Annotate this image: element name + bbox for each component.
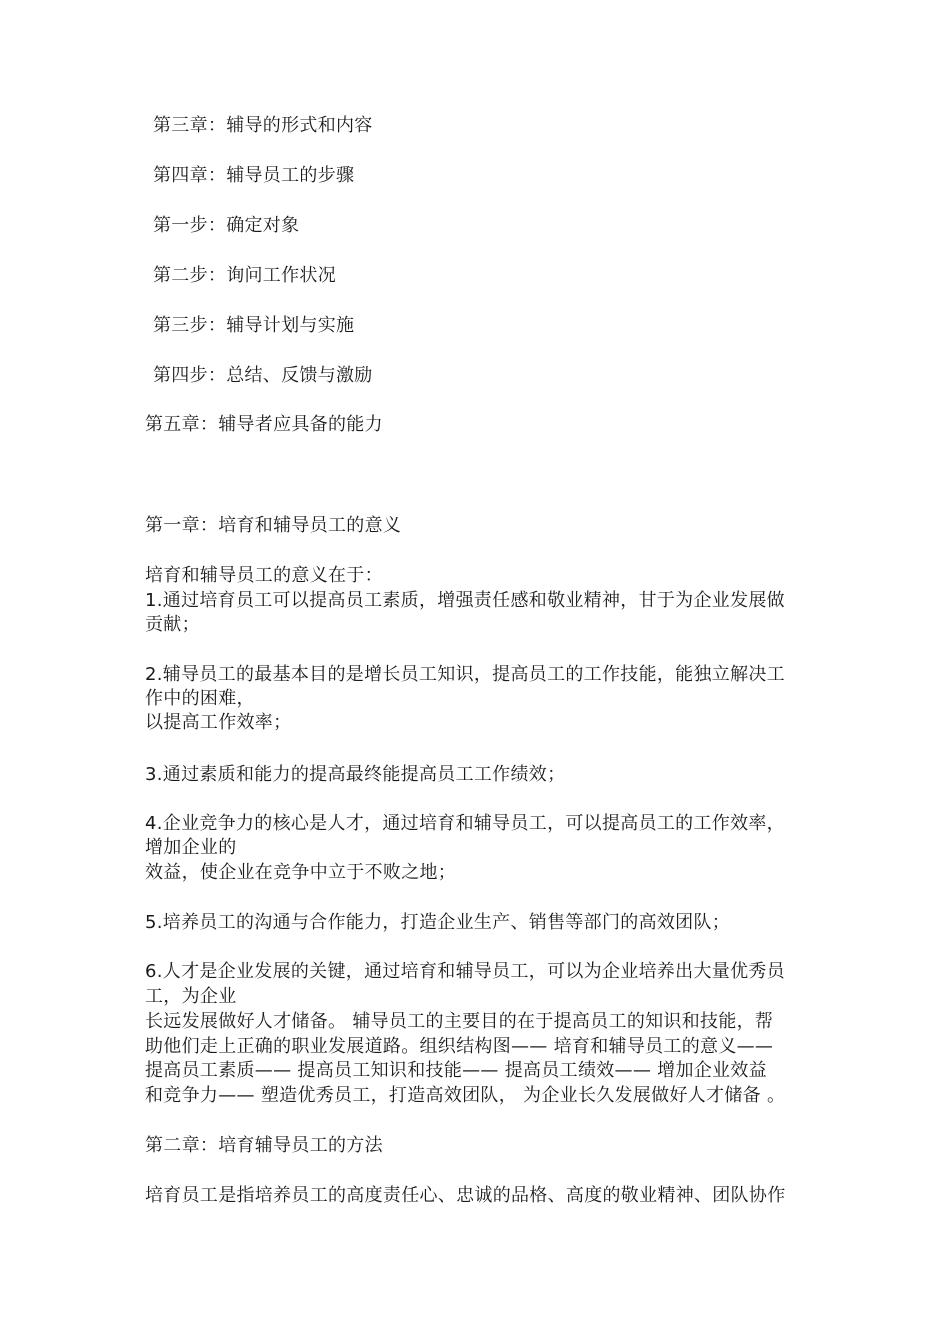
point-2-line-1: 2.辅导员工的最基本目的是增长员工知识，提高员工的工作技能，能独立解决工 — [145, 664, 785, 685]
point-4-line-3: 效益，使企业在竞争中立于不败之地； — [145, 862, 457, 883]
point-5-line-1: 5.培养员工的沟通与合作能力，打造企业生产、销售等部门的高效团队； — [145, 912, 731, 933]
toc-step-4: 第四步：总结、反馈与激励 — [153, 365, 373, 386]
toc-step-2: 第二步：询问工作状况 — [153, 265, 336, 286]
chapter-2-para-1-line-1: 培育员工是指培养员工的高度责任心、忠诚的品格、高度的敬业精神、团队协作 — [145, 1185, 786, 1206]
toc-step-3: 第三步：辅导计划与实施 — [153, 315, 355, 336]
toc-chapter-4: 第四章：辅导员工的步骤 — [153, 165, 355, 186]
chapter-2-title: 第二章：培育辅导员工的方法 — [145, 1135, 383, 1156]
toc-step-1: 第一步：确定对象 — [153, 215, 300, 236]
point-6-line-1: 6.人才是企业发展的关键，通过培育和辅导员工，可以为企业培养出大量优秀员 — [145, 961, 785, 982]
point-4-line-2: 增加企业的 — [145, 837, 237, 858]
point-6-line-4: 助他们走上正确的职业发展道路。组织结构图—— 培育和辅导员工的意义—— — [145, 1036, 774, 1057]
point-3-line-1: 3.通过素质和能力的提高最终能提高员工工作绩效； — [145, 764, 566, 785]
toc-chapter-5: 第五章：辅导者应具备的能力 — [145, 414, 383, 435]
toc-chapter-3: 第三章：辅导的形式和内容 — [153, 115, 373, 136]
point-2-line-3: 以提高工作效率； — [145, 712, 292, 733]
point-2-line-2: 作中的困难， — [145, 688, 255, 709]
chapter-1-intro: 培育和辅导员工的意义在于： — [145, 565, 383, 586]
point-4-line-1: 4.企业竞争力的核心是人才，通过培育和辅导员工，可以提高员工的工作效率， — [145, 813, 785, 834]
point-1-line-2: 贡献； — [145, 614, 200, 635]
point-6-line-6: 和竞争力—— 塑造优秀员工，打造高效团队， 为企业长久发展做好人才储备 。 — [145, 1085, 786, 1106]
chapter-1-title: 第一章：培育和辅导员工的意义 — [145, 515, 402, 536]
point-6-line-2: 工，为企业 — [145, 986, 237, 1007]
point-6-line-3: 长远发展做好人才储备。 辅导员工的主要目的在于提高员工的知识和技能，帮 — [145, 1011, 774, 1032]
point-1-line-1: 1.通过培育员工可以提高员工素质，增强责任感和敬业精神，甘于为企业发展做 — [145, 590, 785, 611]
point-6-line-5: 提高员工素质—— 提高员工知识和技能—— 提高员工绩效—— 增加企业效益 — [145, 1060, 767, 1081]
